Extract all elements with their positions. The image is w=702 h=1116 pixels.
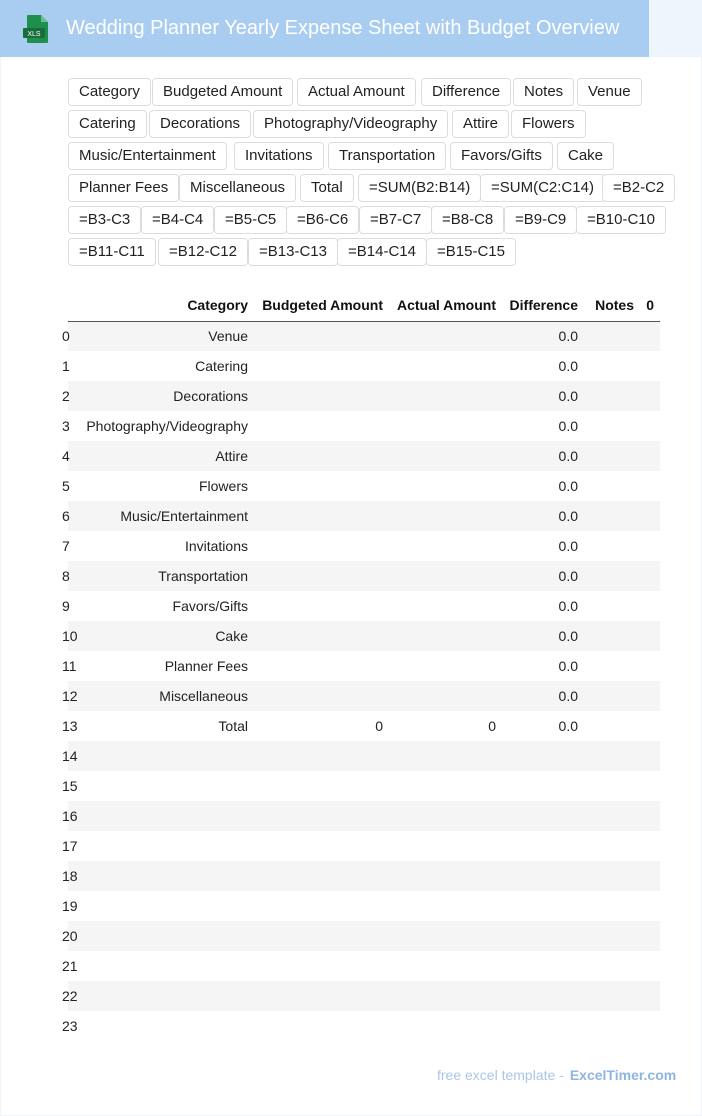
- row-index-cell: [62, 981, 78, 1011]
- table-row: [68, 351, 660, 381]
- table-cell[interactable]: Music/Entertainment: [120, 508, 248, 524]
- table-cell[interactable]: [76, 921, 254, 951]
- chip[interactable]: =B10-C10: [576, 206, 666, 234]
- table-cell[interactable]: [389, 591, 502, 621]
- table-cell[interactable]: [584, 981, 640, 1011]
- table-cell[interactable]: [640, 621, 660, 651]
- table-cell[interactable]: [502, 1011, 584, 1041]
- table-cell[interactable]: Catering: [195, 358, 248, 374]
- row-index-cell: [62, 621, 78, 651]
- table-cell[interactable]: [254, 321, 389, 351]
- chip[interactable]: =B13-C13: [248, 238, 338, 266]
- table-cell[interactable]: [389, 651, 502, 681]
- chip[interactable]: Planner Fees: [68, 174, 179, 202]
- row-index: 20: [62, 928, 78, 944]
- row-index-cell: [62, 921, 78, 951]
- table-cell[interactable]: [640, 531, 660, 561]
- row-index-cell: [62, 321, 76, 351]
- table-cell[interactable]: [584, 621, 640, 651]
- table-cell[interactable]: Invitations: [184, 538, 248, 554]
- table-cell[interactable]: Venue: [208, 328, 248, 345]
- table-cell[interactable]: [254, 591, 389, 621]
- chip[interactable]: Invitations: [234, 142, 324, 170]
- table-cell[interactable]: [254, 501, 389, 531]
- table-cell[interactable]: [584, 531, 640, 561]
- table-cell[interactable]: [640, 561, 660, 591]
- row-index: 7: [62, 538, 70, 554]
- chip[interactable]: Miscellaneous: [179, 174, 296, 202]
- chip[interactable]: Favors/Gifts: [450, 142, 553, 170]
- table-cell[interactable]: [584, 831, 640, 861]
- row-index: 22: [62, 988, 78, 1004]
- table-cell[interactable]: [254, 681, 389, 711]
- table-row: [68, 981, 660, 1011]
- table-cell[interactable]: 0.0: [558, 358, 578, 374]
- table-cell[interactable]: [254, 651, 389, 681]
- table-cell[interactable]: [254, 741, 389, 771]
- chip[interactable]: =B11-C11: [68, 238, 156, 266]
- table-row: [68, 1011, 660, 1041]
- row-index: 10: [62, 628, 78, 644]
- table-cell[interactable]: [640, 861, 660, 891]
- row-index-cell: [62, 501, 76, 531]
- table-cell[interactable]: 0: [488, 718, 496, 734]
- row-index: 5: [62, 478, 70, 494]
- row-index-cell: [62, 771, 78, 801]
- table-row: [68, 501, 660, 531]
- table-cell[interactable]: [502, 831, 584, 861]
- chip[interactable]: Notes: [513, 78, 574, 106]
- table-cell[interactable]: [584, 1011, 640, 1041]
- page-title: Wedding Planner Yearly Expense Sheet with Budget Overview: [66, 17, 620, 39]
- chip[interactable]: =B15-C15: [426, 238, 516, 266]
- table-cell[interactable]: [584, 381, 640, 411]
- excel-icon-label: XLS: [27, 31, 41, 38]
- table-cell[interactable]: [640, 441, 660, 471]
- table-cell[interactable]: [502, 891, 584, 921]
- chip[interactable]: Total: [300, 174, 354, 202]
- chip[interactable]: =B9-C9: [504, 206, 577, 234]
- table-cell[interactable]: 0: [375, 718, 383, 734]
- table-cell[interactable]: [640, 381, 660, 411]
- table-cell[interactable]: [389, 501, 502, 531]
- table-cell[interactable]: [502, 771, 584, 801]
- chip[interactable]: =B4-C4: [141, 206, 214, 234]
- table-cell[interactable]: 0.0: [558, 658, 578, 674]
- table-cell[interactable]: [640, 681, 660, 711]
- row-index: 4: [62, 448, 70, 464]
- chip[interactable]: =B7-C7: [359, 206, 432, 234]
- footer-prefix: free excel template -: [437, 1067, 564, 1083]
- row-index: 1: [62, 358, 70, 374]
- table-cell[interactable]: [389, 801, 502, 831]
- table-cell[interactable]: [584, 681, 640, 711]
- chip[interactable]: Flowers: [511, 110, 586, 138]
- table-cell[interactable]: [389, 981, 502, 1011]
- chip[interactable]: Cake: [557, 142, 614, 170]
- table-row: [68, 711, 660, 741]
- chip[interactable]: =B12-C12: [158, 238, 248, 266]
- column-header-budgeted[interactable]: Budgeted Amount: [254, 290, 389, 321]
- table-cell[interactable]: [640, 741, 660, 771]
- footer-credit: [437, 1067, 676, 1083]
- chip[interactable]: Category: [68, 78, 151, 106]
- table-row: [68, 771, 660, 801]
- chip[interactable]: Catering: [68, 110, 147, 138]
- table-cell[interactable]: [584, 561, 640, 591]
- expense-table-container: [62, 290, 660, 1041]
- table-row: [68, 321, 660, 351]
- table-cell[interactable]: [584, 801, 640, 831]
- table-cell[interactable]: [389, 771, 502, 801]
- excel-file-icon: [22, 14, 50, 44]
- row-index: 19: [62, 898, 78, 914]
- table-cell[interactable]: 0.0: [558, 568, 578, 584]
- table-cell[interactable]: [254, 1011, 389, 1041]
- table-row: [68, 681, 660, 711]
- table-cell[interactable]: [584, 441, 640, 471]
- chip[interactable]: Attire: [452, 110, 509, 138]
- table-row: [68, 951, 660, 981]
- table-cell[interactable]: [640, 831, 660, 861]
- table-cell[interactable]: [584, 591, 640, 621]
- table-cell[interactable]: [389, 471, 502, 501]
- chip[interactable]: =B8-C8: [431, 206, 504, 234]
- table-cell[interactable]: [254, 891, 389, 921]
- table-cell[interactable]: [584, 411, 640, 441]
- table-cell[interactable]: [640, 801, 660, 831]
- table-cell[interactable]: Transportation: [158, 568, 248, 584]
- table-cell[interactable]: [76, 801, 254, 831]
- table-cell[interactable]: [584, 471, 640, 501]
- table-row: [68, 831, 660, 861]
- table-cell[interactable]: [389, 681, 502, 711]
- row-index-cell: [62, 591, 76, 621]
- table-cell[interactable]: [254, 441, 389, 471]
- row-index-cell: [62, 681, 78, 711]
- table-cell[interactable]: [584, 921, 640, 951]
- footer-brand-link[interactable]: ExcelTimer.com: [569, 1067, 677, 1083]
- table-cell[interactable]: [389, 741, 502, 771]
- chip[interactable]: Budgeted Amount: [152, 78, 293, 106]
- table-cell[interactable]: [640, 921, 660, 951]
- table-cell[interactable]: [254, 771, 389, 801]
- table-cell[interactable]: [254, 981, 389, 1011]
- table-cell[interactable]: [389, 861, 502, 891]
- table-row: [68, 891, 660, 921]
- row-index-cell: [62, 1011, 78, 1041]
- table-cell[interactable]: [254, 471, 389, 501]
- header-bar: [0, 0, 649, 57]
- table-cell[interactable]: [640, 711, 660, 741]
- chip[interactable]: =B14-C14: [337, 238, 427, 266]
- column-header-category[interactable]: Category: [76, 290, 254, 321]
- table-cell[interactable]: [640, 951, 660, 981]
- row-index: 12: [62, 688, 78, 704]
- table-cell[interactable]: Planner Fees: [164, 658, 248, 674]
- chip[interactable]: Music/Entertainment: [68, 142, 227, 170]
- row-index-cell: [62, 801, 78, 831]
- table-cell[interactable]: 0.0: [558, 418, 578, 434]
- table-cell[interactable]: [254, 951, 389, 981]
- table-row: [68, 531, 660, 561]
- table-cell[interactable]: [640, 1011, 660, 1041]
- table-cell[interactable]: [584, 891, 640, 921]
- table-row: [68, 591, 660, 621]
- table-cell[interactable]: [389, 921, 502, 951]
- table-cell[interactable]: [584, 501, 640, 531]
- table-cell[interactable]: 0.0: [558, 538, 578, 554]
- row-index: 18: [62, 868, 78, 884]
- table-cell[interactable]: [640, 591, 660, 621]
- table-cell[interactable]: [502, 981, 584, 1011]
- row-index-cell: [62, 741, 78, 771]
- row-index-cell: [62, 831, 78, 861]
- table-cell[interactable]: [254, 381, 389, 411]
- table-cell[interactable]: 0.0: [558, 628, 578, 644]
- table-cell[interactable]: [584, 741, 640, 771]
- table-cell[interactable]: [584, 861, 640, 891]
- row-index-cell: [62, 891, 78, 921]
- table-cell[interactable]: [254, 921, 389, 951]
- table-cell[interactable]: [76, 1011, 254, 1041]
- table-cell[interactable]: [389, 1011, 502, 1041]
- table-cell[interactable]: Favors/Gifts: [172, 598, 248, 614]
- table-cell[interactable]: [254, 351, 389, 381]
- chip[interactable]: Difference: [421, 78, 511, 106]
- chip[interactable]: =B2-C2: [602, 174, 675, 202]
- chip[interactable]: Decorations: [149, 110, 251, 138]
- table-cell[interactable]: [502, 861, 584, 891]
- row-index: 6: [62, 508, 70, 524]
- column-header-index: [68, 290, 76, 321]
- column-header-actual[interactable]: Actual Amount: [389, 290, 502, 321]
- table-cell[interactable]: [254, 861, 389, 891]
- row-index-cell: [62, 951, 78, 981]
- chip[interactable]: =B5-C5: [214, 206, 287, 234]
- table-cell[interactable]: [254, 531, 389, 561]
- table-cell[interactable]: [76, 861, 254, 891]
- table-row: [68, 381, 660, 411]
- table-cell[interactable]: [389, 621, 502, 651]
- row-index: 13: [62, 718, 78, 734]
- chip[interactable]: Actual Amount: [297, 78, 416, 106]
- row-index-cell: [62, 711, 78, 741]
- table-cell[interactable]: [640, 411, 660, 441]
- row-index: 14: [62, 748, 78, 764]
- table-cell[interactable]: [389, 951, 502, 981]
- row-index-cell: [62, 471, 76, 501]
- table-cell[interactable]: [389, 531, 502, 561]
- table-cell[interactable]: [254, 561, 389, 591]
- table-cell[interactable]: 0.0: [558, 718, 578, 734]
- chip[interactable]: =B3-C3: [68, 206, 141, 234]
- row-index-cell: [62, 861, 78, 891]
- table-cell[interactable]: Miscellaneous: [159, 688, 248, 704]
- chip[interactable]: =SUM(B2:B14): [358, 174, 481, 202]
- table-cell[interactable]: 0.0: [558, 688, 578, 704]
- table-cell[interactable]: Photography/Videography: [86, 418, 248, 434]
- table-row: [68, 921, 660, 951]
- table-cell[interactable]: [389, 321, 502, 351]
- column-header-notes[interactable]: Notes: [584, 290, 640, 321]
- table-header-row: [68, 290, 660, 321]
- row-index: 0: [62, 328, 70, 345]
- row-index: 16: [62, 808, 78, 824]
- row-index-cell: [62, 651, 77, 681]
- chip[interactable]: =B6-C6: [286, 206, 359, 234]
- table-cell[interactable]: [640, 651, 660, 681]
- table-cell[interactable]: 0.0: [558, 388, 578, 404]
- table-cell[interactable]: [389, 831, 502, 861]
- table-cell[interactable]: [76, 831, 254, 861]
- table-cell[interactable]: [640, 321, 660, 351]
- table-row: [68, 621, 660, 651]
- table-cell[interactable]: [502, 951, 584, 981]
- table-cell[interactable]: [76, 981, 254, 1011]
- table-cell[interactable]: 0.0: [558, 598, 578, 614]
- row-index: 9: [62, 598, 70, 614]
- table-cell[interactable]: Total: [218, 718, 248, 734]
- table-cell[interactable]: 0.0: [558, 448, 578, 464]
- table-row: [68, 441, 660, 471]
- chip[interactable]: Photography/Videography: [253, 110, 448, 138]
- table-cell[interactable]: [389, 411, 502, 441]
- row-index-cell: [62, 531, 76, 561]
- table-cell[interactable]: [640, 981, 660, 1011]
- table-cell[interactable]: [76, 891, 254, 921]
- table-row: [68, 651, 660, 681]
- table-cell[interactable]: [502, 921, 584, 951]
- row-index: 17: [62, 838, 78, 854]
- row-index-cell: [62, 441, 76, 471]
- table-cell[interactable]: 0.0: [558, 328, 578, 345]
- row-index: 21: [62, 958, 78, 974]
- row-index-cell: [62, 381, 76, 411]
- row-index: 23: [62, 1018, 78, 1034]
- table-row: [68, 411, 660, 441]
- column-header-difference[interactable]: Difference: [502, 290, 584, 321]
- table-cell[interactable]: [640, 471, 660, 501]
- table-row: [68, 471, 660, 501]
- table-row: [68, 741, 660, 771]
- chip[interactable]: Venue: [577, 78, 642, 106]
- table-cell[interactable]: [389, 441, 502, 471]
- expense-table: [62, 290, 660, 1041]
- table-cell[interactable]: [584, 351, 640, 381]
- row-index-cell: [62, 351, 76, 381]
- table-cell[interactable]: [640, 351, 660, 381]
- table-cell[interactable]: [640, 771, 660, 801]
- table-cell[interactable]: [584, 321, 640, 351]
- table-cell[interactable]: [584, 711, 640, 741]
- chip[interactable]: Transportation: [328, 142, 446, 170]
- table-cell[interactable]: Attire: [215, 448, 248, 464]
- row-index: 2: [62, 388, 70, 404]
- table-cell[interactable]: [254, 831, 389, 861]
- table-cell[interactable]: [254, 801, 389, 831]
- table-row: [68, 801, 660, 831]
- table-cell[interactable]: Cake: [215, 628, 248, 644]
- table-cell[interactable]: Flowers: [198, 478, 248, 494]
- row-index: 8: [62, 568, 70, 584]
- table-cell[interactable]: 0.0: [558, 508, 578, 524]
- table-cell[interactable]: [584, 651, 640, 681]
- table-cell[interactable]: Decorations: [173, 388, 248, 404]
- column-header-zero[interactable]: 0: [640, 290, 660, 321]
- table-cell[interactable]: [76, 741, 254, 771]
- table-body: [62, 321, 660, 1041]
- row-index: 3: [62, 418, 70, 434]
- table-cell[interactable]: [76, 771, 254, 801]
- table-cell[interactable]: [76, 951, 254, 981]
- table-cell[interactable]: [502, 801, 584, 831]
- table-row: [68, 861, 660, 891]
- table-cell[interactable]: 0.0: [558, 478, 578, 494]
- table-cell[interactable]: [640, 501, 660, 531]
- row-index: 11: [62, 658, 77, 674]
- table-cell[interactable]: [502, 741, 584, 771]
- table-cell[interactable]: [389, 891, 502, 921]
- row-index-cell: [62, 561, 76, 591]
- table-cell[interactable]: [389, 351, 502, 381]
- table-cell[interactable]: [584, 771, 640, 801]
- row-index: 15: [62, 778, 78, 794]
- table-cell[interactable]: [254, 621, 389, 651]
- table-cell[interactable]: [584, 951, 640, 981]
- chip[interactable]: =SUM(C2:C14): [480, 174, 605, 202]
- table-row: [68, 561, 660, 591]
- table-cell[interactable]: [640, 891, 660, 921]
- row-index-cell: [62, 411, 76, 441]
- table-cell[interactable]: [254, 411, 389, 441]
- table-cell[interactable]: [389, 381, 502, 411]
- table-cell[interactable]: [389, 561, 502, 591]
